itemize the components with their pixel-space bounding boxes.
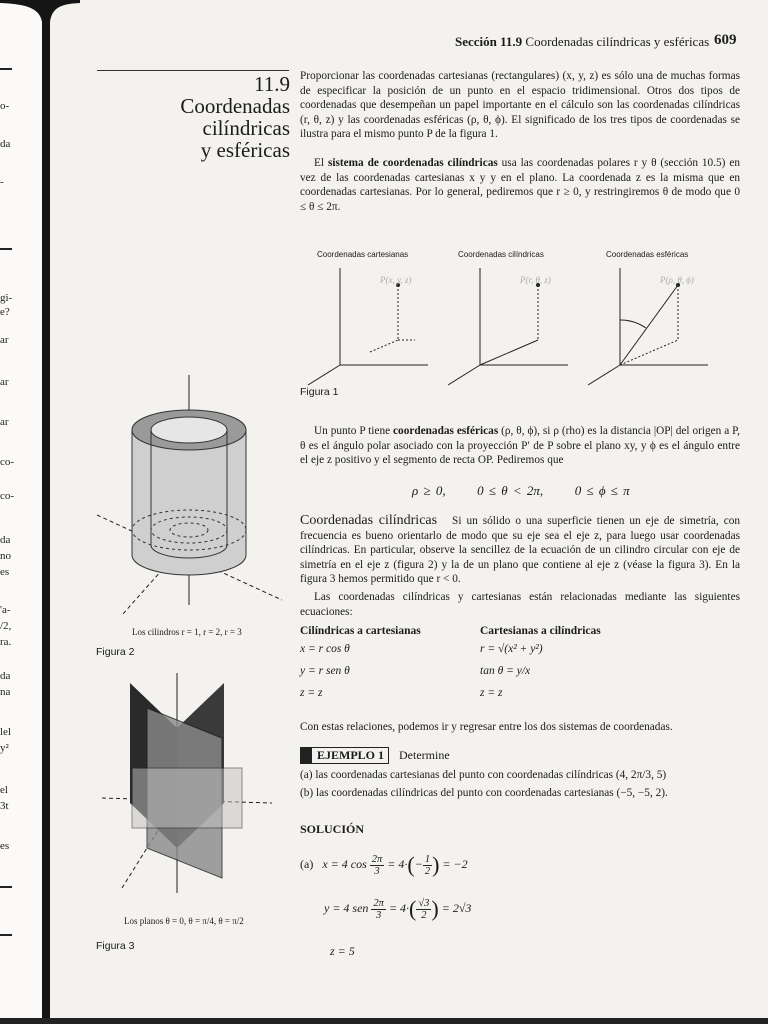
header-section-title: Coordenadas cilíndricas y esféricas bbox=[525, 34, 710, 49]
example-1-part-b: (b) las coordenadas cilíndricas del punto con coordenadas cartesianas (−5, −5, 2). bbox=[300, 787, 668, 799]
figure-3-caption: Los planos θ = 0, θ = π/4, θ = π/2 bbox=[124, 916, 244, 926]
figure-1-diagram bbox=[300, 240, 720, 400]
fraction-root3-2: $\frac{√3}{2}$ bbox=[418, 897, 430, 921]
gutter-fragment: gi- bbox=[0, 292, 13, 304]
figure-1-point-cartesian: P(x, y, z) bbox=[380, 275, 412, 285]
header-section-label: Sección 11.9 bbox=[455, 34, 523, 49]
solution-a-label: (a) bbox=[300, 856, 314, 871]
constraint-phi: 0 ≤ ϕ ≤ π bbox=[574, 483, 630, 498]
gutter-dash bbox=[0, 934, 12, 936]
gutter-fragment: ar bbox=[0, 334, 9, 346]
cylindrical-paragraph-2: Las coordenadas cilíndricas y cartesianas están relacionadas mediante las siguientes ecuaciones: bbox=[300, 591, 740, 618]
spherical-bold: coordenadas esféricas bbox=[393, 425, 499, 437]
example-1-prompt: Determine bbox=[399, 748, 450, 762]
gutter-fragment: 'a- bbox=[0, 604, 11, 616]
bottom-edge-bar bbox=[0, 1018, 768, 1024]
fraction-2pi-3: $\frac{2\pi}{3}$ bbox=[373, 897, 384, 921]
figure-1-point-spherical: P(ρ, θ, ϕ) bbox=[660, 275, 694, 285]
gutter-fragment: es bbox=[0, 566, 10, 578]
gutter-page-edge bbox=[0, 0, 42, 1024]
gutter-fragment: co- bbox=[0, 490, 15, 502]
spherical-end: (ρ, θ, ϕ), si ρ (rho) es la distancia |OP| del origen a P, θ es el ángulo polar asociado con la proyección P′ de P sobre el plano xy, y ϕ es el ángulo entre el eje z positivo y el segmento de recta OP. Pediremos que bbox=[300, 425, 741, 467]
gutter-fragment: /2, bbox=[0, 620, 12, 632]
figure-1-label-cartesian: Coordenadas cartesianas bbox=[317, 250, 409, 259]
gutter-fragment: es bbox=[0, 840, 10, 852]
figure-1-label-cylindrical: Coordenadas cilíndricas bbox=[458, 250, 544, 259]
example-1-header bbox=[300, 746, 450, 764]
cylindrical-paragraph bbox=[300, 514, 740, 587]
section-title-line1: Coordenadas cilíndricas bbox=[180, 94, 290, 140]
cylindrical-heading: Coordenadas cilíndricas bbox=[300, 513, 438, 528]
solution-line-z: z = 5 bbox=[330, 944, 355, 958]
book-spine bbox=[42, 0, 50, 1024]
gutter-dash bbox=[0, 886, 12, 888]
formula-tan: tan θ = y/x bbox=[480, 665, 531, 677]
figure-2-label: Figura 2 bbox=[96, 646, 135, 658]
figure-1-point-cylindrical: P(r, θ, z) bbox=[520, 275, 551, 285]
solution-y-lhs: y = 4 sen bbox=[324, 900, 369, 915]
gutter-fragment: o- bbox=[0, 100, 10, 112]
page-number: 609 bbox=[714, 32, 737, 48]
section-title bbox=[96, 95, 290, 161]
section-rule bbox=[97, 70, 289, 71]
gutter-fragment: da bbox=[0, 670, 11, 682]
spherical-paragraph bbox=[300, 424, 740, 468]
conversion-right-heading: Cartesianas a cilíndricas bbox=[480, 625, 601, 637]
intro-p2-bold: sistema de coordenadas cilíndricas bbox=[327, 157, 498, 169]
figure-3-label: Figura 3 bbox=[96, 940, 135, 952]
intro-paragraph-2 bbox=[300, 156, 740, 214]
conversion-left-heading: Cilíndricas a cartesianas bbox=[300, 625, 421, 637]
spherical-start: Un punto P tiene bbox=[314, 425, 394, 437]
formula-y: y = r sen θ bbox=[300, 665, 350, 677]
gutter-fragment: el bbox=[0, 784, 8, 796]
running-header bbox=[455, 34, 709, 50]
solution-y-rhs: = 2√3 bbox=[441, 900, 472, 915]
gutter-fragment: ar bbox=[0, 376, 9, 388]
gutter-fragment: lel bbox=[0, 726, 11, 738]
figure-1-caption: Figura 1 bbox=[300, 386, 339, 398]
formula-r: r = √(x² + y²) bbox=[480, 643, 543, 655]
formula-z: z = z bbox=[300, 687, 323, 699]
section-number: 11.9 bbox=[254, 72, 290, 96]
figure-2-diagram bbox=[92, 370, 302, 625]
gutter-fragment: na bbox=[0, 686, 11, 698]
gutter-fragment: da bbox=[0, 138, 11, 150]
figure-1-label-spherical: Coordenadas esféricas bbox=[606, 250, 689, 259]
gutter-fragment: y² bbox=[0, 742, 9, 754]
intro-p2-start: El bbox=[314, 157, 328, 169]
conversion-after: Con estas relaciones, podemos ir y regresar entre los dos sistemas de coordenadas. bbox=[300, 721, 673, 733]
gutter-fragment: 3t bbox=[0, 800, 9, 812]
solution-line-x: (a) x = 4 cos $\frac{2\pi}{3}$ = 4·(− $\frac{1}{2}$ ) = −2 bbox=[300, 852, 468, 877]
section-title-line2: y esféricas bbox=[200, 138, 290, 162]
formula-x: x = r cos θ bbox=[300, 643, 350, 655]
solution-heading: SOLUCIÓN bbox=[300, 822, 365, 836]
conversion-left bbox=[300, 625, 421, 699]
solution-x-rhs: = −2 bbox=[442, 856, 468, 871]
gutter-dash bbox=[0, 248, 12, 250]
spine-top-curl bbox=[0, 0, 80, 22]
cylindrical-text: Si un sólido o una superficie tienen un eje de simetría, con frecuencia es bueno orientarlo de modo que su eje sea el eje z, para luego usar coordenadas cilíndricas. En particular, observe la sencillez de la ecuación de un cilindro circular con eje de simetría en el eje z (figura 2) y la de un plano que contiene al eje z (véase la figura 3). En la figura 3 hemos permitido que r < 0. bbox=[300, 515, 740, 586]
gutter-fragment: ra. bbox=[0, 636, 12, 648]
solution-x-lhs: x = 4 cos bbox=[322, 856, 367, 871]
constraint-theta: 0 ≤ θ < 2π, bbox=[477, 483, 544, 498]
formula-z2: z = z bbox=[480, 687, 503, 699]
constraint-rho: ρ ≥ 0, bbox=[412, 483, 446, 498]
fraction-2pi-3: $\frac{2\pi}{3}$ bbox=[371, 853, 383, 877]
gutter-fragment: da bbox=[0, 534, 11, 546]
figure-2-caption: Los cilindros r = 1, r = 2, r = 3 bbox=[132, 627, 242, 637]
example-1-label: EJEMPLO 1 bbox=[300, 747, 389, 764]
example-1-part-a: (a) las coordenadas cartesianas del punto con coordenadas cilíndricas (4, 2π/3, 5) bbox=[300, 769, 667, 781]
intro-paragraph-1: Proporcionar las coordenadas cartesianas (rectangulares) (x, y, z) es sólo una de muchas formas de especificar la posición de un punto en el espacio tridimensional. Otros dos tipos de coordenadas que desempeñan un papel importante en el cálculo son las coordenadas cilíndricas (r, θ, z) y las coordenadas esféricas (ρ, θ, ϕ). El significado de los tres tipos de coordenadas se ilustra para el mismo punto P de la figura 1. bbox=[300, 70, 740, 141]
gutter-fragment: - bbox=[0, 176, 4, 188]
gutter-fragment: e? bbox=[0, 306, 10, 318]
gutter-fragment: no bbox=[0, 550, 11, 562]
gutter-dash bbox=[0, 68, 12, 70]
fraction-one-half: $\frac{1}{2}$ bbox=[424, 853, 431, 877]
conversion-right bbox=[480, 625, 601, 699]
figure-3-diagram bbox=[92, 668, 302, 908]
intro-p2-end: usa las coordenadas polares r y θ (sección 10.5) en vez de las coordenadas cartesianas x y y en el plano. La coordenada z es la misma que en coordenadas cartesianas. Por lo general, pediremos que r ≥ 0, y restringiremos θ de modo que 0 ≤ θ ≤ 2π. bbox=[300, 157, 740, 213]
gutter-fragment: ar bbox=[0, 416, 9, 428]
gutter-fragment: co- bbox=[0, 456, 15, 468]
solution-line-y: y = 4 sen $\frac{2\pi}{3}$ = 4·( $\frac{√3}{2}$ ) = 2√3 bbox=[324, 896, 472, 921]
spherical-constraints bbox=[412, 483, 630, 499]
